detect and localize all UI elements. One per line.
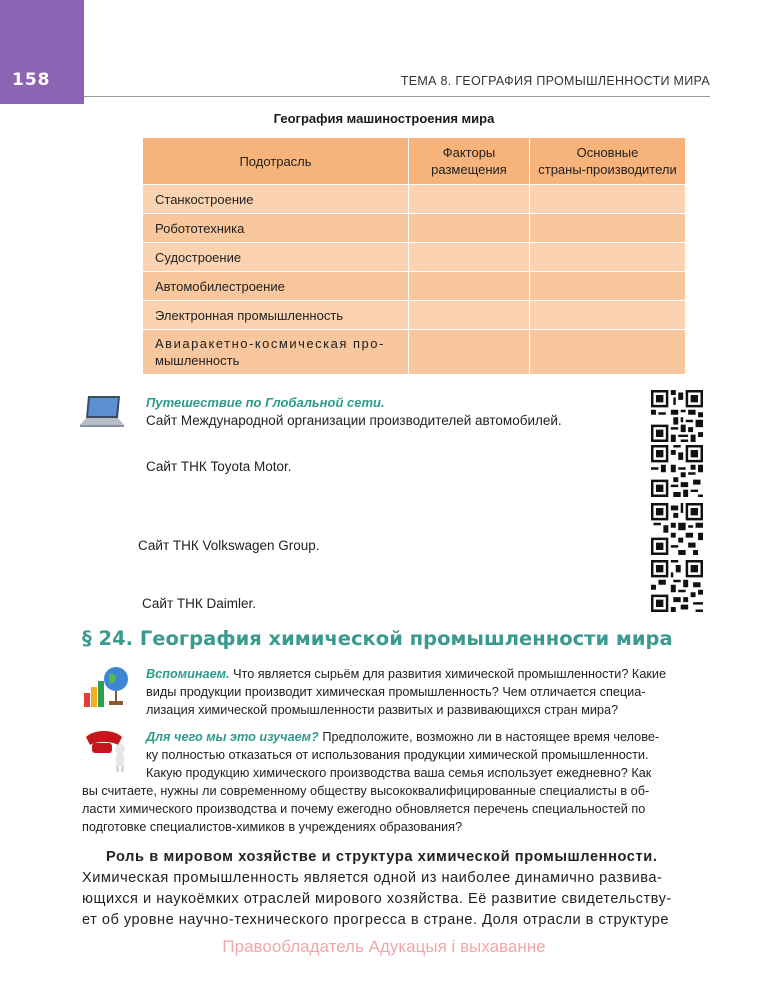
empty-cell: [530, 330, 686, 375]
table-row: [143, 214, 686, 243]
why-line: подготовке специалистов-химиков в учреждениях образования?: [82, 820, 463, 834]
column-header-countries: [530, 138, 686, 185]
row-label: [143, 330, 409, 375]
empty-cell: [409, 214, 530, 243]
empty-cell: [530, 301, 686, 330]
qr-code-icon[interactable]: [651, 445, 703, 497]
row-label: Электронная промышленность: [143, 301, 409, 330]
internet-title: Путешествие по Глобальной сети.: [146, 395, 385, 410]
row-label: Робототехника: [143, 214, 409, 243]
recall-label: Вспоминаем.: [146, 667, 230, 681]
engineering-table: [142, 137, 686, 375]
column-header-factors: [409, 138, 530, 185]
page-number: 158: [12, 70, 51, 90]
running-head: ТЕМА 8. ГЕОГРАФИЯ ПРОМЫШЛЕННОСТИ МИРА: [400, 74, 710, 88]
qr-code-icon[interactable]: [651, 390, 703, 442]
table-header-row: [143, 138, 686, 185]
header-rule: [84, 96, 710, 97]
empty-cell: [530, 185, 686, 214]
qr-code-icon[interactable]: [651, 560, 703, 612]
body-line: Химическая промышленность является одной из наиболее динамично развива-: [82, 870, 663, 886]
site-link-oica[interactable]: Сайт Международной организации производителей автомобилей.: [146, 413, 562, 428]
body-paragraph: [82, 847, 712, 931]
why-line: ку полностью отказаться от использования продукции химической промышленности.: [146, 748, 649, 762]
empty-cell: [409, 301, 530, 330]
body-bold-heading: Роль в мировом хозяйстве и структура химической промышленности.: [106, 849, 658, 865]
row-label: Станкостроение: [143, 185, 409, 214]
why-line: Предположите, возможно ли в настоящее время челове-: [322, 730, 660, 744]
body-line: ет об уровне научно-технического прогресса в стране. Доля отрасли в структуре: [82, 912, 669, 928]
row-label-line2: мышленность: [155, 353, 240, 368]
recall-line: Что является сырьём для развития химической промышленности? Какие: [233, 667, 667, 681]
empty-cell: [409, 272, 530, 301]
qr-code-icon[interactable]: [651, 503, 703, 555]
why-line: Какую продукцию химического производства ваша семья использует ежедневно? Как: [146, 766, 652, 780]
table-row: [143, 272, 686, 301]
table-row: [143, 330, 686, 375]
copyright-watermark: Правообладатель Адукацыя і выхаванне: [222, 937, 546, 956]
empty-cell: [409, 185, 530, 214]
column-header-countries-line2: страны-производители: [538, 162, 677, 177]
row-label-line1: Авиаракетно-космическая про-: [155, 336, 385, 351]
column-header-subsector: Подотрасль: [143, 138, 409, 185]
site-link-toyota[interactable]: Сайт ТНК Toyota Motor.: [146, 459, 292, 474]
recall-line: виды продукции производит химическая промышленность? Чем отличается специа-: [146, 685, 646, 699]
column-header-factors-line1: Факторы: [442, 145, 496, 160]
table-row: [143, 185, 686, 214]
section-heading: § 24. География химической промышленности мира: [82, 627, 673, 650]
laptop-icon: [80, 394, 126, 428]
row-label: Автомобилестроение: [143, 272, 409, 301]
table-row: [143, 243, 686, 272]
recall-line: лизация химической промышленности развитых и развивающихся стран мира?: [146, 703, 619, 717]
empty-cell: [530, 214, 686, 243]
site-link-volkswagen[interactable]: Сайт ТНК Volkswagen Group.: [138, 538, 320, 553]
body-line: ющихся и наукоёмких отраслей мирового хозяйства. Её развитие свидетельству-: [82, 891, 672, 907]
empty-cell: [530, 272, 686, 301]
empty-cell: [409, 330, 530, 375]
column-header-factors-line2: размещения: [431, 162, 507, 177]
recall-paragraph: [146, 665, 666, 719]
table-title: География машиностроения мира: [273, 111, 495, 126]
site-link-daimler[interactable]: Сайт ТНК Daimler.: [142, 596, 257, 611]
phone-figure-icon: [82, 727, 132, 773]
why-line: вы считаете, нужны ли современному обществу высококвалифицированные специалисты в об-: [82, 784, 650, 798]
why-label: Для чего мы это изучаем?: [146, 730, 319, 744]
body-line: [82, 847, 712, 868]
why-line: ласти химического производства и почему ежегодно обновляется перечень специальностей по: [82, 802, 646, 816]
empty-cell: [409, 243, 530, 272]
table-row: [143, 301, 686, 330]
why-paragraph: [146, 728, 659, 782]
why-paragraph-continued: [82, 782, 649, 836]
globe-books-icon: [82, 663, 130, 709]
empty-cell: [530, 243, 686, 272]
row-label: Судостроение: [143, 243, 409, 272]
column-header-countries-line1: Основные: [576, 145, 639, 160]
